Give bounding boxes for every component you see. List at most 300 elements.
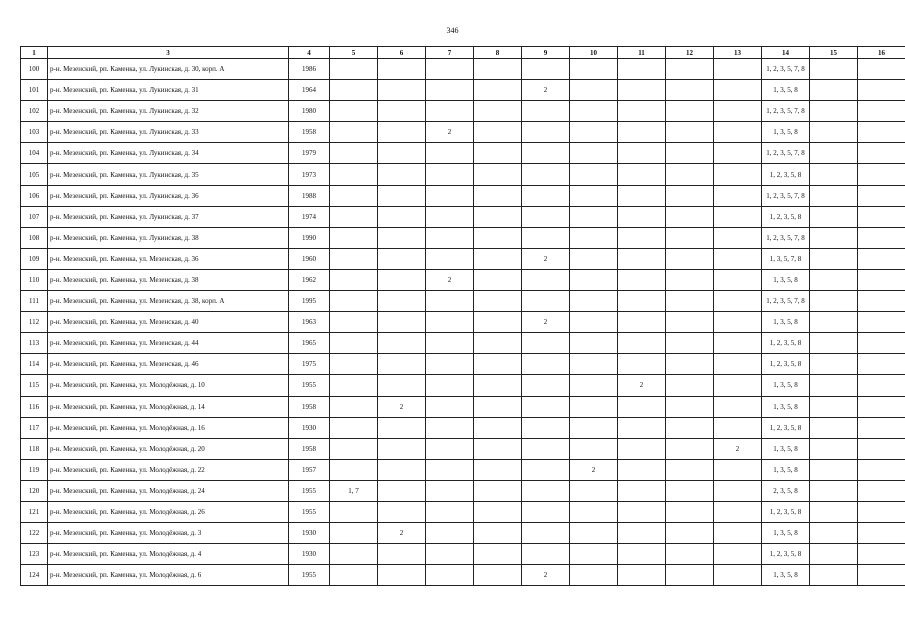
table-cell [714,248,762,269]
table-cell: 105 [21,164,48,185]
table-cell [810,417,858,438]
table-cell [474,438,522,459]
table-cell [618,544,666,565]
address-cell: р-н. Мезенский, рп. Каменка, ул. Мезенская, д. 44 [48,333,289,354]
table-cell [618,59,666,80]
table-cell: 106 [21,185,48,206]
table-cell [618,291,666,312]
table-cell [714,164,762,185]
table-cell: 1955 [289,480,330,501]
table-cell [810,59,858,80]
table-cell: 115 [21,375,48,396]
table-cell [378,417,426,438]
table-cell [858,354,905,375]
column-header: 16 [858,47,905,59]
table-cell [378,312,426,333]
table-cell [522,333,570,354]
table-cell [378,143,426,164]
table-cell [858,565,905,586]
table-cell [714,480,762,501]
table-cell [426,80,474,101]
table-cell [810,354,858,375]
table-cell: 118 [21,438,48,459]
table-cell: 1965 [289,333,330,354]
column-header: 14 [762,47,810,59]
table-row [21,333,905,354]
column-header: 11 [618,47,666,59]
table-cell [858,438,905,459]
table-cell: 1955 [289,565,330,586]
table-cell: 102 [21,101,48,122]
table-cell [666,59,714,80]
table-cell [426,164,474,185]
table-cell [858,164,905,185]
table-cell [474,544,522,565]
table-row [21,417,905,438]
table-cell [522,59,570,80]
table-cell [522,417,570,438]
table-cell: 121 [21,501,48,522]
table-cell [330,80,378,101]
table-cell: 1, 2, 3, 5, 8 [762,206,810,227]
table-cell [858,101,905,122]
table-cell [858,269,905,290]
table-cell [570,185,618,206]
table-cell [330,354,378,375]
table-cell [474,523,522,544]
table-cell [666,354,714,375]
table-cell [378,544,426,565]
table-cell [618,227,666,248]
table-cell [810,80,858,101]
table-cell [666,523,714,544]
address-cell: р-н. Мезенский, рп. Каменка, ул. Молодёжная, д. 22 [48,459,289,480]
table-cell [666,80,714,101]
table-row [21,248,905,269]
table-cell: 2 [522,248,570,269]
table-cell [618,565,666,586]
table-cell [714,101,762,122]
table-cell [810,523,858,544]
table-cell [570,80,618,101]
table-cell: 120 [21,480,48,501]
table-cell: 1955 [289,501,330,522]
table-cell [474,122,522,143]
address-cell: р-н. Мезенский, рп. Каменка, ул. Молодёжная, д. 6 [48,565,289,586]
table-cell [522,143,570,164]
table-header-row [21,47,905,59]
table-cell [522,354,570,375]
table-cell [618,185,666,206]
table-cell [474,312,522,333]
address-cell: р-н. Мезенский, рп. Каменка, ул. Лукинская, д. 36 [48,185,289,206]
table-row [21,59,905,80]
table-cell [522,291,570,312]
table-cell: 124 [21,565,48,586]
table-cell [330,333,378,354]
table-row [21,206,905,227]
column-header: 8 [474,47,522,59]
table-cell [426,227,474,248]
table-cell [378,480,426,501]
column-header: 1 [21,47,48,59]
address-cell: р-н. Мезенский, рп. Каменка, ул. Лукинская, д. 32 [48,101,289,122]
table-cell: 1958 [289,438,330,459]
table-cell [570,417,618,438]
table-cell: 1958 [289,396,330,417]
table-cell [858,122,905,143]
table-cell: 103 [21,122,48,143]
table-cell [714,185,762,206]
table-cell [474,565,522,586]
table-cell [474,206,522,227]
table-cell [378,438,426,459]
table-cell [714,122,762,143]
table-cell: 2 [522,312,570,333]
table-cell [426,417,474,438]
table-cell [810,122,858,143]
table-cell [618,269,666,290]
table-cell [570,354,618,375]
table-row [21,438,905,459]
address-cell: р-н. Мезенский, рп. Каменка, ул. Молодёжная, д. 4 [48,544,289,565]
address-cell: р-н. Мезенский, рп. Каменка, ул. Молодёжная, д. 26 [48,501,289,522]
table-cell: 1964 [289,80,330,101]
table-cell [858,480,905,501]
table-cell: 1963 [289,312,330,333]
table-cell [474,417,522,438]
table-cell [522,206,570,227]
table-cell: 1930 [289,523,330,544]
page-number: 346 [446,26,459,35]
table-cell [522,501,570,522]
table-cell [378,59,426,80]
table-cell [618,417,666,438]
table-cell [474,101,522,122]
table-cell [426,375,474,396]
table-cell [426,544,474,565]
table-cell [810,291,858,312]
table-cell [426,59,474,80]
column-header: 9 [522,47,570,59]
address-cell: р-н. Мезенский, рп. Каменка, ул. Лукинская, д. 37 [48,206,289,227]
table-cell [570,312,618,333]
table-cell: 123 [21,544,48,565]
table-cell [474,164,522,185]
table-cell: 2 [618,375,666,396]
table-cell [474,375,522,396]
table-cell [666,396,714,417]
table-cell [378,375,426,396]
table-cell [426,523,474,544]
table-cell [810,438,858,459]
table-cell [378,501,426,522]
table-cell [570,101,618,122]
table-row [21,101,905,122]
address-cell: р-н. Мезенский, рп. Каменка, ул. Лукинская, д. 30, корп. А [48,59,289,80]
table-cell [666,480,714,501]
table-cell [858,459,905,480]
address-cell: р-н. Мезенский, рп. Каменка, ул. Лукинская, д. 31 [48,80,289,101]
table-cell: 2 [426,269,474,290]
table-cell: 112 [21,312,48,333]
table-cell [666,291,714,312]
table-cell [666,459,714,480]
table-cell: 1, 2, 3, 5, 7, 8 [762,185,810,206]
table-cell [666,206,714,227]
table-cell [714,459,762,480]
table-cell: 1980 [289,101,330,122]
table-cell [426,143,474,164]
table-cell [426,101,474,122]
table-cell [474,291,522,312]
table-cell: 100 [21,59,48,80]
table-cell [810,143,858,164]
table-cell [666,312,714,333]
table-cell: 1, 3, 5, 8 [762,438,810,459]
table-cell [858,291,905,312]
table-cell: 2 [522,80,570,101]
address-cell: р-н. Мезенский, рп. Каменка, ул. Мезенская, д. 38 [48,269,289,290]
table-cell [666,101,714,122]
table-cell: 1962 [289,269,330,290]
table-row [21,565,905,586]
table-cell [426,185,474,206]
table-cell: 1930 [289,544,330,565]
address-cell: р-н. Мезенский, рп. Каменка, ул. Молодёжная, д. 14 [48,396,289,417]
table-cell [378,227,426,248]
table-cell [426,206,474,227]
table-cell [666,565,714,586]
table-cell [474,143,522,164]
table-cell [330,523,378,544]
table-cell [618,354,666,375]
table-cell [426,480,474,501]
column-header: 5 [330,47,378,59]
table-cell [810,269,858,290]
table-cell [810,227,858,248]
address-cell: р-н. Мезенский, рп. Каменка, ул. Молодёжная, д. 16 [48,417,289,438]
table-cell [666,269,714,290]
table-cell [378,333,426,354]
table-row [21,354,905,375]
table-cell [714,417,762,438]
table-row [21,375,905,396]
table-cell: 1, 2, 3, 5, 7, 8 [762,291,810,312]
table-cell [522,375,570,396]
table-cell: 1, 3, 5, 8 [762,396,810,417]
table-cell [858,206,905,227]
table-cell [522,122,570,143]
column-header: 7 [426,47,474,59]
table-row [21,164,905,185]
table-cell: 1, 2, 3, 5, 8 [762,333,810,354]
table-cell [474,501,522,522]
table-cell [330,227,378,248]
table-cell: 1995 [289,291,330,312]
table-cell [858,227,905,248]
table-row [21,80,905,101]
table-cell [858,396,905,417]
table-cell [666,501,714,522]
address-cell: р-н. Мезенский, рп. Каменка, ул. Молодёжная, д. 10 [48,375,289,396]
table-cell [330,185,378,206]
table-cell [474,248,522,269]
table-cell [570,227,618,248]
table-cell [810,101,858,122]
table-cell [330,312,378,333]
table-cell: 117 [21,417,48,438]
table-cell [570,438,618,459]
table-cell: 101 [21,80,48,101]
table-cell [570,143,618,164]
table-cell [810,312,858,333]
table-row [21,312,905,333]
table-cell [570,122,618,143]
table-cell [810,544,858,565]
table-cell: 122 [21,523,48,544]
table-cell [570,206,618,227]
table-cell [618,523,666,544]
table-cell: 1, 3, 5, 8 [762,269,810,290]
table-cell [426,248,474,269]
table-cell [330,143,378,164]
table-cell [378,101,426,122]
table-cell [618,80,666,101]
table-cell [858,523,905,544]
table-cell [810,396,858,417]
table-cell [618,206,666,227]
table-cell [810,565,858,586]
table-cell [858,59,905,80]
address-cell: р-н. Мезенский, рп. Каменка, ул. Мезенская, д. 36 [48,248,289,269]
table-cell [378,206,426,227]
table-cell [666,544,714,565]
column-header: 3 [48,47,289,59]
table-cell [522,227,570,248]
table-cell [378,248,426,269]
table-cell [714,291,762,312]
table-cell [378,565,426,586]
table-cell [618,501,666,522]
table-row [21,480,905,501]
table-cell: 1, 7 [330,480,378,501]
table-cell [666,333,714,354]
table-cell: 111 [21,291,48,312]
table-cell [618,396,666,417]
table-cell [474,354,522,375]
address-cell: р-н. Мезенский, рп. Каменка, ул. Молодёжная, д. 3 [48,523,289,544]
table-cell [570,375,618,396]
table-cell: 2 [378,523,426,544]
table-cell [570,59,618,80]
table-cell: 109 [21,248,48,269]
table-cell [810,375,858,396]
table-cell: 1, 3, 5, 7, 8 [762,248,810,269]
address-cell: р-н. Мезенский, рп. Каменка, ул. Молодёжная, д. 20 [48,438,289,459]
table-cell: 1, 2, 3, 5, 7, 8 [762,227,810,248]
table-cell [378,185,426,206]
table-cell [426,565,474,586]
table-cell [618,438,666,459]
table-cell: 2 [714,438,762,459]
table-cell [330,459,378,480]
table-cell [714,523,762,544]
table-row [21,122,905,143]
table-cell: 2 [426,122,474,143]
table-cell [618,480,666,501]
table-cell [618,248,666,269]
table-cell [426,438,474,459]
table-cell: 116 [21,396,48,417]
table-cell [570,164,618,185]
table-cell [714,565,762,586]
table-cell [474,333,522,354]
table-cell [666,417,714,438]
table-cell [810,206,858,227]
table-cell [858,544,905,565]
table-cell [858,80,905,101]
column-header: 4 [289,47,330,59]
table-cell [570,396,618,417]
table-cell [522,523,570,544]
table-cell: 1955 [289,375,330,396]
table-cell [570,248,618,269]
table-cell [474,80,522,101]
table-cell [714,206,762,227]
table-cell [330,206,378,227]
table-cell: 1, 2, 3, 5, 8 [762,417,810,438]
table-cell [666,438,714,459]
table-cell [378,122,426,143]
table-cell [714,333,762,354]
table-cell [330,291,378,312]
table-cell [666,185,714,206]
table-cell [570,291,618,312]
table-cell [330,417,378,438]
table-cell: 1, 3, 5, 8 [762,122,810,143]
address-cell: р-н. Мезенский, рп. Каменка, ул. Лукинская, д. 35 [48,164,289,185]
table-cell [426,354,474,375]
table-row [21,523,905,544]
table-cell [714,396,762,417]
table-cell [714,269,762,290]
table-cell: 1, 3, 5, 8 [762,565,810,586]
table-cell [426,291,474,312]
table-cell [378,354,426,375]
table-row [21,185,905,206]
table-cell [330,122,378,143]
table-cell [858,312,905,333]
table-cell [810,333,858,354]
address-cell: р-н. Мезенский, рп. Каменка, ул. Мезенская, д. 46 [48,354,289,375]
table-cell [858,248,905,269]
table-cell: 1990 [289,227,330,248]
table-cell [330,501,378,522]
table-cell: 119 [21,459,48,480]
column-header: 15 [810,47,858,59]
table-cell [810,501,858,522]
table-cell: 1, 3, 5, 8 [762,375,810,396]
table-cell [858,185,905,206]
table-cell: 113 [21,333,48,354]
table-cell [330,59,378,80]
table-cell [426,459,474,480]
table-cell [522,480,570,501]
column-header: 12 [666,47,714,59]
table-cell: 1979 [289,143,330,164]
table-row [21,269,905,290]
